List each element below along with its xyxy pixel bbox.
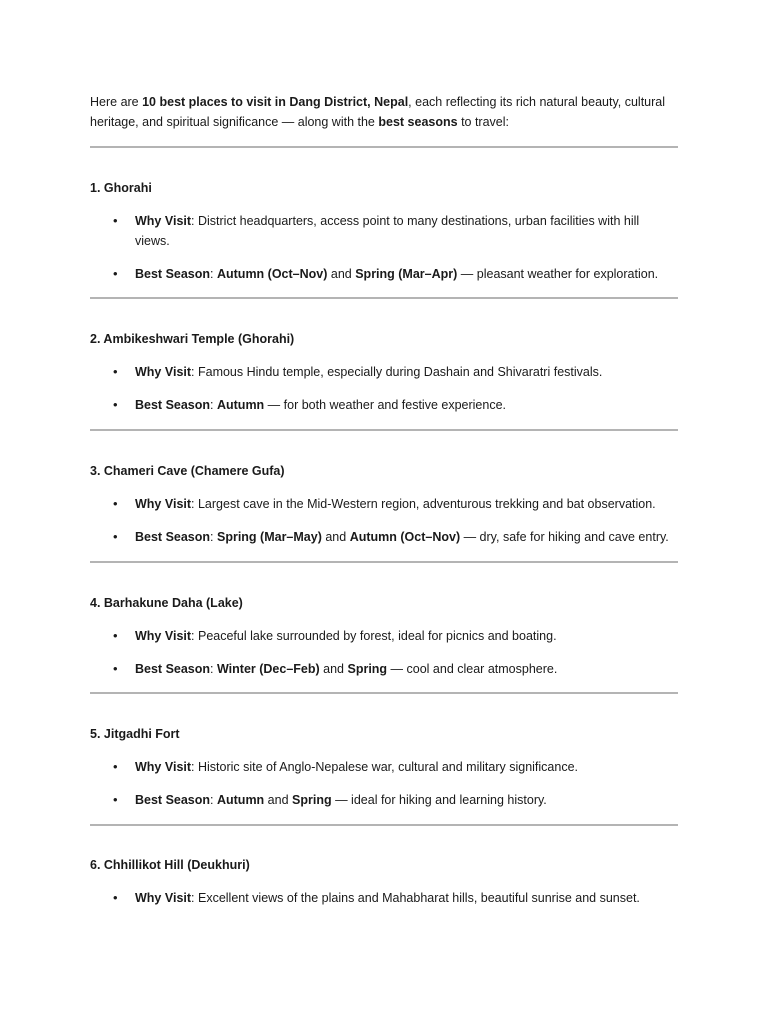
season-note: — dry, safe for hiking and cave entry. bbox=[460, 530, 669, 544]
colon: : bbox=[191, 760, 198, 774]
why-visit-label: Why Visit bbox=[135, 214, 192, 228]
place-heading-barhakune-daha: 4. Barhakune Daha (Lake) bbox=[90, 596, 243, 610]
colon: : bbox=[191, 629, 198, 643]
why-visit-item bbox=[135, 757, 675, 777]
best-season-label: Best Season bbox=[135, 267, 211, 281]
place-heading-chhillikot-hill: 6. Chhillikot Hill (Deukhuri) bbox=[90, 858, 250, 872]
colon: : bbox=[191, 497, 198, 511]
why-visit-text: Peaceful lake surrounded by forest, ideal for picnics and boating. bbox=[197, 629, 557, 643]
season-note: — for both weather and festive experience. bbox=[264, 398, 507, 412]
intro-highlight: 10 best places to visit in Dang District, Nepal bbox=[142, 95, 409, 109]
section-divider bbox=[90, 146, 678, 148]
conjunction: and bbox=[327, 267, 356, 281]
why-visit-label: Why Visit bbox=[135, 760, 192, 774]
place-heading-ambikeshwari: 2. Ambikeshwari Temple (Ghorahi) bbox=[90, 332, 295, 346]
best-season-label: Best Season bbox=[135, 793, 211, 807]
season-note: — cool and clear atmosphere. bbox=[387, 662, 558, 676]
colon: : bbox=[210, 662, 217, 676]
best-season-item bbox=[135, 790, 675, 810]
season-note: — ideal for hiking and learning history. bbox=[331, 793, 547, 807]
why-visit-label: Why Visit bbox=[135, 365, 192, 379]
why-visit-item bbox=[135, 494, 675, 514]
best-season-item bbox=[135, 659, 675, 679]
intro-text: , each reflecting its rich natural beauty, cultural heritage, and spiritual significance — along with the bbox=[90, 95, 666, 129]
why-visit-label: Why Visit bbox=[135, 629, 192, 643]
section-divider bbox=[90, 297, 678, 299]
section-divider bbox=[90, 692, 678, 694]
section-divider bbox=[90, 429, 678, 431]
section-divider bbox=[90, 561, 678, 563]
why-visit-text: Famous Hindu temple, especially during Dashain and Shivaratri festivals. bbox=[197, 365, 603, 379]
why-visit-text: Largest cave in the Mid-Western region, adventurous trekking and bat observation. bbox=[197, 497, 656, 511]
why-visit-text: Excellent views of the plains and Mahabharat hills, beautiful sunrise and sunset. bbox=[197, 891, 640, 905]
why-visit-text: District headquarters, access point to many destinations, urban facilities with hill views. bbox=[135, 214, 640, 248]
best-season-item bbox=[135, 264, 675, 284]
why-visit-label: Why Visit bbox=[135, 497, 192, 511]
season-value: Spring (Mar–Apr) bbox=[355, 267, 458, 281]
why-visit-label: Why Visit bbox=[135, 891, 192, 905]
season-note: — pleasant weather for exploration. bbox=[457, 267, 659, 281]
best-season-label: Best Season bbox=[135, 662, 211, 676]
season-value: Spring (Mar–May) bbox=[216, 530, 322, 544]
why-visit-text: Historic site of Anglo-Nepalese war, cultural and military significance. bbox=[197, 760, 579, 774]
best-season-label: Best Season bbox=[135, 398, 211, 412]
colon: : bbox=[210, 793, 217, 807]
colon: : bbox=[191, 891, 198, 905]
conjunction: and bbox=[321, 530, 350, 544]
place-heading-ghorahi: 1. Ghorahi bbox=[90, 181, 152, 195]
season-value: Autumn (Oct–Nov) bbox=[349, 530, 461, 544]
season-value: Spring bbox=[292, 793, 332, 807]
colon: : bbox=[191, 365, 198, 379]
colon: : bbox=[210, 530, 217, 544]
place-heading-jitgadhi-fort: 5. Jitgadhi Fort bbox=[90, 727, 180, 741]
intro-text: to travel: bbox=[457, 115, 510, 129]
intro-paragraph bbox=[90, 92, 690, 132]
colon: : bbox=[210, 398, 217, 412]
conjunction: and bbox=[264, 793, 293, 807]
why-visit-item bbox=[135, 626, 675, 646]
why-visit-item bbox=[135, 211, 675, 251]
season-value: Winter (Dec–Feb) bbox=[216, 662, 320, 676]
why-visit-item bbox=[135, 362, 675, 382]
best-season-item bbox=[135, 395, 675, 415]
conjunction: and bbox=[319, 662, 348, 676]
intro-highlight: best seasons bbox=[378, 115, 458, 129]
colon: : bbox=[210, 267, 217, 281]
best-season-label: Best Season bbox=[135, 530, 211, 544]
place-heading-chameri-cave: 3. Chameri Cave (Chamere Gufa) bbox=[90, 464, 285, 478]
section-divider bbox=[90, 824, 678, 826]
colon: : bbox=[191, 214, 198, 228]
intro-text: Here are bbox=[90, 95, 143, 109]
season-value: Autumn (Oct–Nov) bbox=[216, 267, 328, 281]
season-value: Autumn bbox=[216, 793, 265, 807]
season-value: Autumn bbox=[216, 398, 265, 412]
season-value: Spring bbox=[347, 662, 388, 676]
best-season-item bbox=[135, 527, 675, 547]
why-visit-item bbox=[135, 888, 675, 908]
